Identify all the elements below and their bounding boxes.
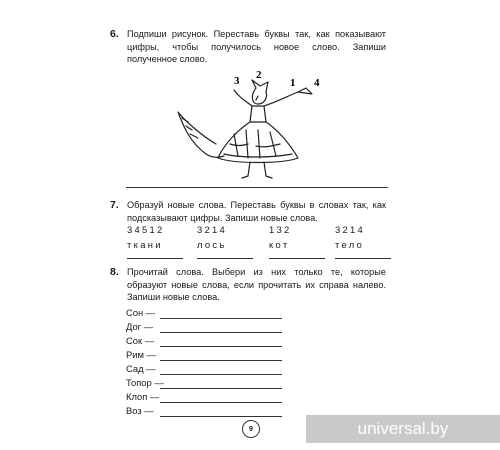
task-8-text: Прочитай слова. Выбери из них только те, которые образуют новые слова, если прочитать их справа налево. Запиши новые слова. bbox=[127, 267, 386, 303]
word-digits: 132 bbox=[269, 224, 292, 235]
list-answer-line[interactable] bbox=[160, 318, 282, 319]
word-item bbox=[269, 224, 329, 250]
list-word: Сок — bbox=[126, 335, 155, 346]
word-digits: 34512 bbox=[127, 224, 165, 235]
list-answer-line[interactable] bbox=[160, 416, 282, 417]
word-answer-line[interactable] bbox=[335, 258, 391, 259]
list-answer-line[interactable] bbox=[160, 360, 282, 361]
task-6-text: Подпиши рисунок. Переставь буквы так, как показывают цифры, чтобы получилось новое слово. Запиши полученное слово. bbox=[127, 29, 386, 65]
word-letters: ткани bbox=[127, 239, 163, 250]
word-answer-line[interactable] bbox=[197, 258, 253, 259]
task-8-number: 8. bbox=[110, 266, 119, 278]
word-answer-line[interactable] bbox=[269, 258, 325, 259]
list-word: Дог — bbox=[126, 321, 154, 332]
list-word: Рим — bbox=[126, 349, 156, 360]
list-word: Сад — bbox=[126, 363, 156, 374]
task-6 bbox=[111, 28, 386, 66]
word-letters: лось bbox=[197, 239, 227, 250]
word-item bbox=[335, 224, 395, 250]
list-word: Топор — bbox=[126, 377, 164, 388]
fox-dancer-illustration bbox=[172, 66, 332, 182]
task-7-text: Образуй новые слова. Переставь буквы в словах так, как подсказывают цифры. Запиши новые слова. bbox=[127, 200, 386, 223]
word-item bbox=[197, 224, 257, 250]
list-answer-line[interactable] bbox=[160, 402, 282, 403]
list-word: Воз — bbox=[126, 405, 154, 416]
list-answer-line[interactable] bbox=[160, 346, 282, 347]
word-letters: кот bbox=[269, 239, 290, 250]
figure-digit: 4 bbox=[314, 77, 320, 89]
word-digits: 3214 bbox=[197, 224, 228, 235]
task-8 bbox=[111, 266, 386, 304]
task-6-answer-line[interactable] bbox=[126, 187, 388, 188]
list-word: Сон — bbox=[126, 307, 156, 318]
word-answer-line[interactable] bbox=[127, 258, 183, 259]
list-answer-line[interactable] bbox=[160, 332, 282, 333]
word-digits: 3214 bbox=[335, 224, 366, 235]
task-7 bbox=[111, 199, 386, 224]
word-letters: тело bbox=[335, 239, 365, 250]
list-answer-line[interactable] bbox=[160, 374, 282, 375]
watermark-label: universal.by bbox=[306, 415, 500, 443]
page-number: 9 bbox=[242, 420, 260, 438]
figure-digit: 1 bbox=[290, 77, 296, 89]
figure-digit: 3 bbox=[234, 75, 240, 87]
list-word: Клоп — bbox=[126, 391, 160, 402]
task-6-number: 6. bbox=[110, 28, 119, 40]
word-item bbox=[127, 224, 187, 250]
list-answer-line[interactable] bbox=[160, 388, 282, 389]
task-7-number: 7. bbox=[110, 199, 119, 211]
figure-digit: 2 bbox=[256, 69, 262, 81]
